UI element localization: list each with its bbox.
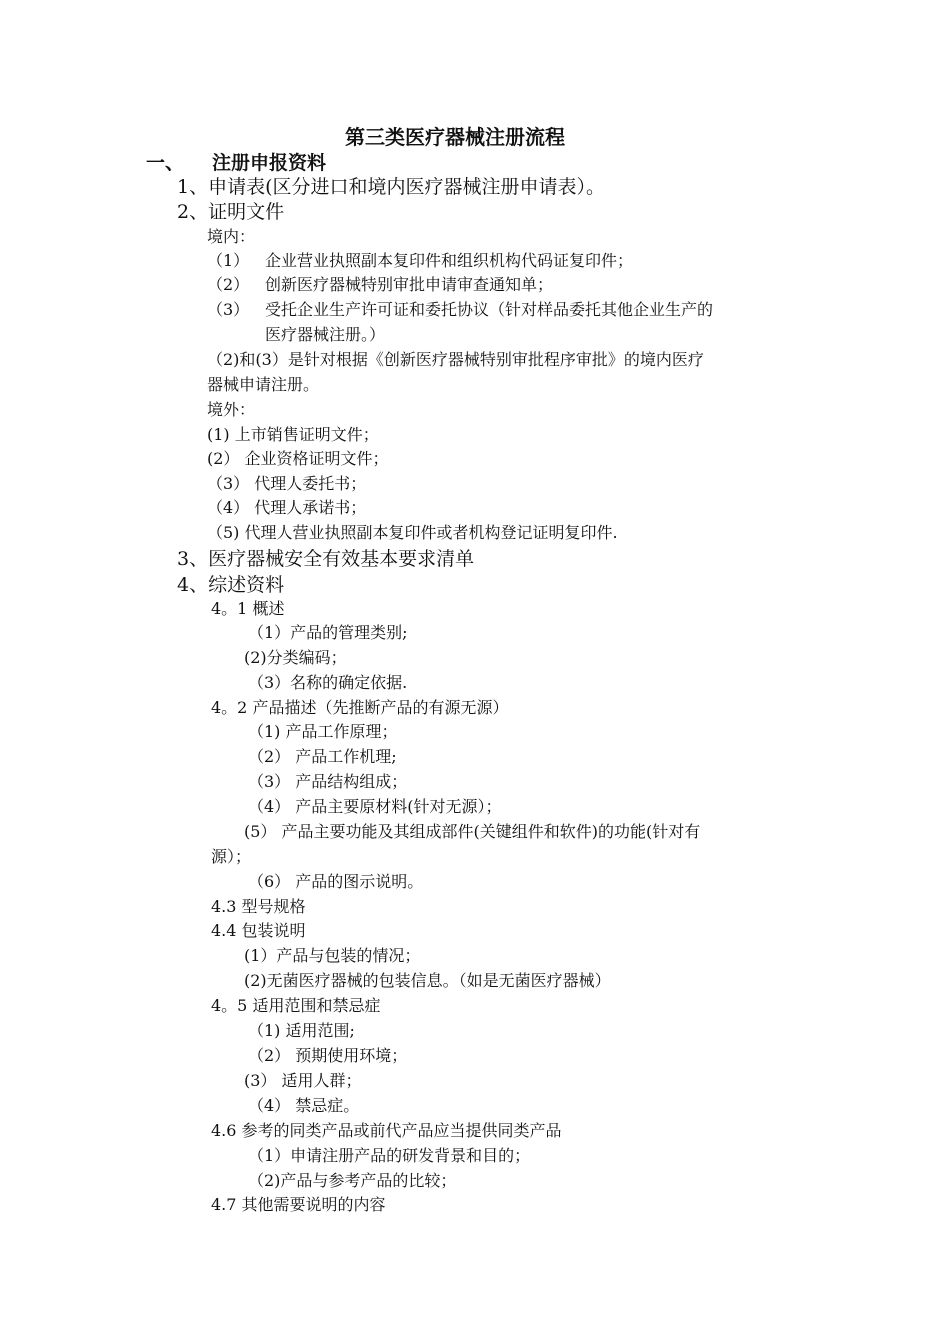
subsection-heading: 4。2 产品描述（先推断产品的有源无源） xyxy=(211,698,509,717)
subsection-entry: （3） 产品结构组成； xyxy=(248,772,408,791)
subsection-entry: （1) 产品工作原理； xyxy=(248,722,398,741)
domestic-entry-num: （2） xyxy=(207,275,250,294)
subsection-entry: （1）申请注册产品的研发背景和目的； xyxy=(248,1146,531,1165)
subsection-heading: 4.3 型号规格 xyxy=(211,897,306,916)
domestic-entry-text: 创新医疗器械特别审批申请审查通知单； xyxy=(265,275,554,294)
subsection-entry-continuation: 源）； xyxy=(211,847,252,866)
domestic-entry-text: 企业营业执照副本复印件和组织机构代码证复印件； xyxy=(265,251,634,270)
subsection-heading: 4。1 概述 xyxy=(211,599,285,618)
subsection-entry: （2） 产品工作机理; xyxy=(248,747,397,766)
section-number: 一、 xyxy=(146,152,185,174)
subsection-entry: （6） 产品的图示说明。 xyxy=(248,872,424,891)
subsection-entry: （2)产品与参考产品的比较； xyxy=(248,1171,457,1190)
foreign-entry: （4） 代理人承诺书； xyxy=(207,498,367,517)
foreign-label: 境外： xyxy=(207,400,256,419)
section-heading: 注册申报资料 xyxy=(212,152,327,174)
foreign-entry: （5) 代理人营业执照副本复印件或者机构登记证明复印件. xyxy=(207,523,618,542)
subsection-entry: (2)分类编码； xyxy=(244,648,347,667)
subsection-heading: 4.7 其他需要说明的内容 xyxy=(211,1195,386,1214)
subsection-entry: (5） 产品主要功能及其组成部件(关键组件和软件)的功能(针对有 xyxy=(244,822,701,841)
subsection-entry: (2)无菌医疗器械的包装信息。（如是无菌医疗器械） xyxy=(244,971,611,990)
subsection-entry: (3） 适用人群； xyxy=(244,1071,362,1090)
subsection-heading: 4.4 包装说明 xyxy=(211,921,306,940)
subsection-entry: (1）产品与包装的情况； xyxy=(244,946,421,965)
item-safety-checklist: 3、医疗器械安全有效基本要求清单 xyxy=(177,548,475,570)
subsection-entry: （3）名称的确定依据. xyxy=(248,673,408,692)
foreign-entry: （3） 代理人委托书； xyxy=(207,474,367,493)
page-title: 第三类医疗器械注册流程 xyxy=(345,125,565,149)
domestic-entry-continuation: 医疗器械注册。） xyxy=(265,325,386,344)
domestic-entry-text: 受托企业生产许可证和委托协议（针对样品委托其他企业生产的 xyxy=(265,300,714,319)
item-certificates: 2、证明文件 xyxy=(177,201,285,223)
foreign-entry: (1) 上市销售证明文件； xyxy=(207,425,379,444)
subsection-heading: 4。5 适用范围和禁忌症 xyxy=(211,996,381,1015)
domestic-label: 境内： xyxy=(207,227,256,246)
subsection-entry: （4） 禁忌症。 xyxy=(248,1096,360,1115)
subsection-entry: （1）产品的管理类别; xyxy=(248,623,408,642)
domestic-note-continuation: 器械申请注册。 xyxy=(207,375,320,394)
foreign-entry: (2） 企业资格证明文件； xyxy=(207,449,389,468)
domestic-note: （2)和(3）是针对根据《创新医疗器械特别审批程序审批》的境内医疗 xyxy=(207,350,704,369)
subsection-heading: 4.6 参考的同类产品或前代产品应当提供同类产品 xyxy=(211,1121,562,1140)
subsection-entry: （1) 适用范围; xyxy=(248,1021,355,1040)
item-application-form: 1、申请表(区分进口和境内医疗器械注册申请表）。 xyxy=(177,176,606,198)
subsection-entry: （4） 产品主要原材料(针对无源）； xyxy=(248,797,502,816)
subsection-entry: （2） 预期使用环境； xyxy=(248,1046,408,1065)
domestic-entry-num: （1） xyxy=(207,251,250,270)
domestic-entry-num: （3） xyxy=(207,300,250,319)
item-summary: 4、综述资料 xyxy=(177,574,285,596)
